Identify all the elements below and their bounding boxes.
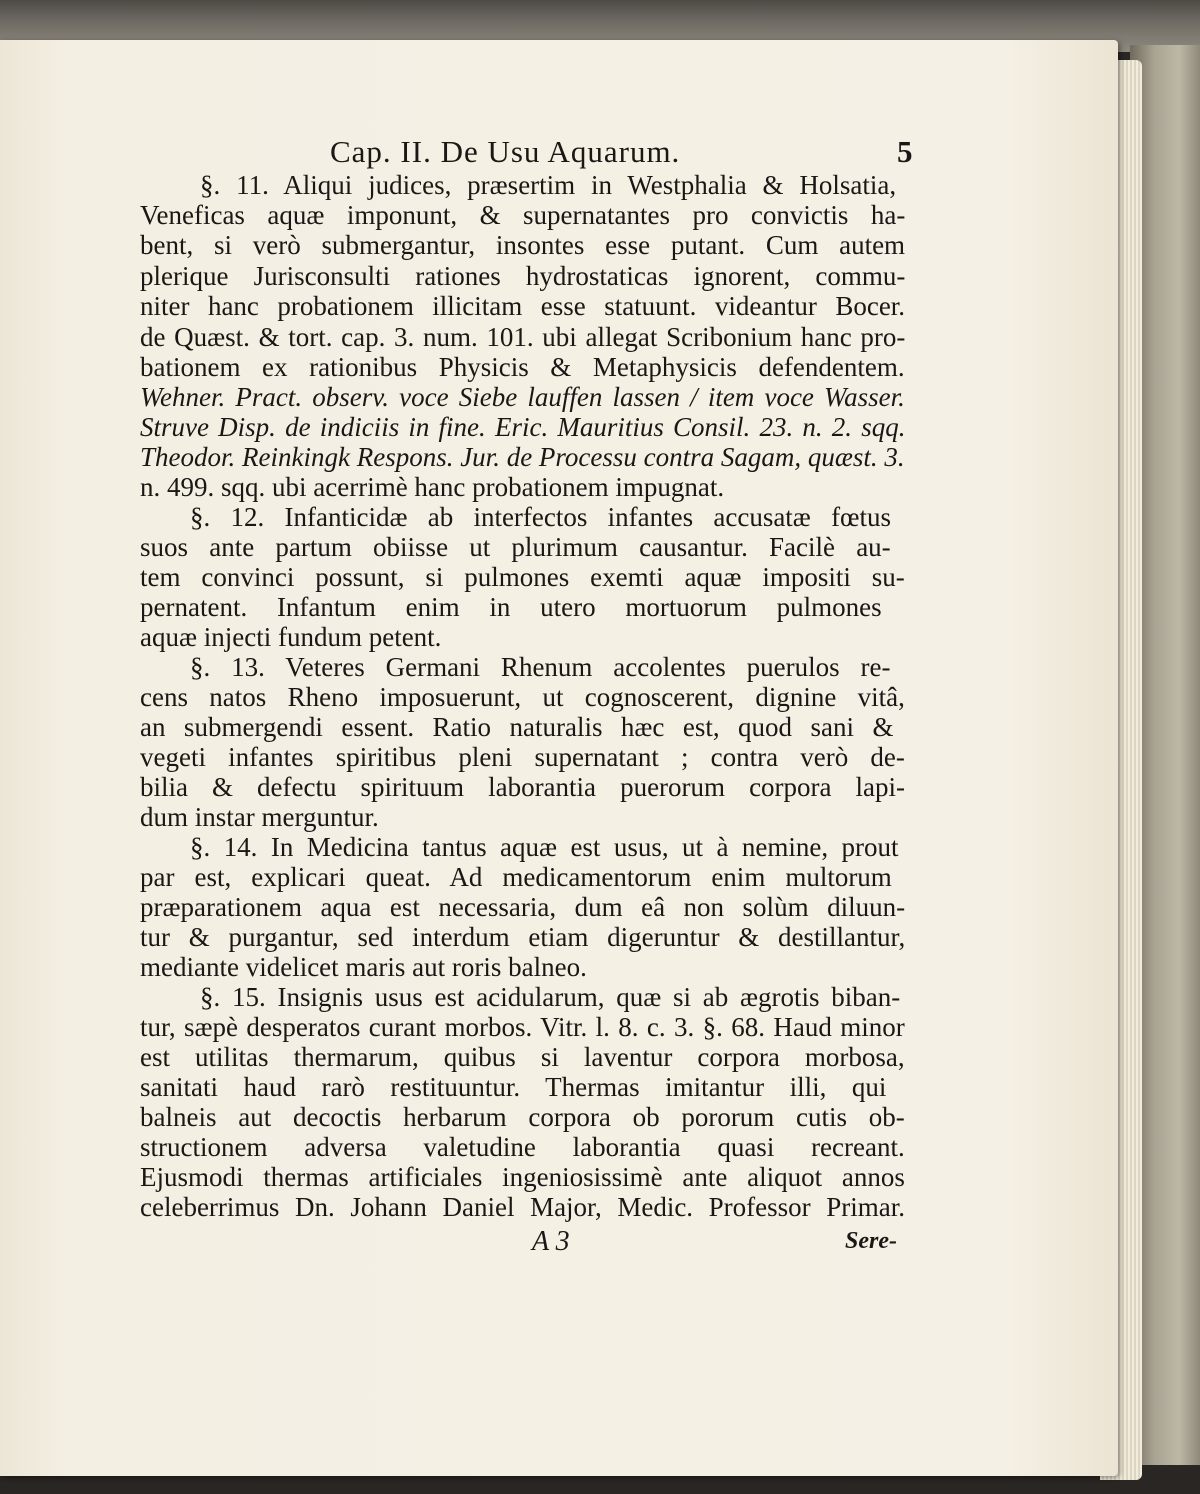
text-line: §. 15. Insignis usus est acidularum, quæ si ab ægrotis biban- bbox=[200, 982, 901, 1012]
text-line: Wehner. Pract. observ. voce Siebe lauffen lassen / item voce Wasser. bbox=[140, 382, 905, 412]
text-line: §. 14. In Medicina tantus aquæ est usus, ut à nemine, prout bbox=[190, 832, 899, 862]
text-line: dum instar merguntur. bbox=[140, 802, 379, 832]
running-head: Cap. II. De Usu Aquarum. bbox=[330, 134, 681, 169]
text-line: tem convinci possunt, si pulmones exemti aquæ impositi su- bbox=[140, 562, 905, 592]
page-text bbox=[0, 40, 1118, 1476]
text-line: mediante videlicet maris aut roris balneo. bbox=[140, 952, 587, 982]
text-line: præparationem aqua est necessaria, dum eâ non solùm diluun- bbox=[140, 892, 906, 922]
text-line: §. 11. Aliqui judices, præsertim in Westphalia & Holsatia, bbox=[200, 170, 897, 200]
page-number: 5 bbox=[897, 134, 913, 169]
text-line: celeberrimus Dn. Johann Daniel Major, Medic. Professor Primar. bbox=[140, 1192, 906, 1222]
text-line: bationem ex rationibus Physicis & Metaphysicis defendentem. bbox=[140, 352, 905, 382]
text-line: pernatent. Infantum enim in utero mortuorum pulmones bbox=[140, 592, 882, 622]
text-line: tur, sæpè desperatos curant morbos. Vitr. l. 8. c. 3. §. 68. Haud minor bbox=[140, 1012, 905, 1042]
text-line: Struve Disp. de indiciis in fine. Eric. Mauritius Consil. 23. n. 2. sqq. bbox=[140, 412, 906, 442]
text-line: an submergendi essent. Ratio naturalis hæc est, quod sani & bbox=[140, 712, 894, 742]
text-line: vegeti infantes spiritibus pleni supernatant ; contra verò de- bbox=[140, 742, 905, 772]
text-line: de Quæst. & tort. cap. 3. num. 101. ubi allegat Scribonium hanc pro- bbox=[140, 322, 906, 352]
text-line: cens natos Rheno imposuerunt, ut cognoscerent, dignine vitâ, bbox=[140, 682, 905, 712]
text-line: Theodor. Reinkingk Respons. Jur. de Processu contra Sagam, quæst. 3. bbox=[140, 442, 905, 472]
text-line: tur & purgantur, sed interdum etiam digeruntur & destillantur, bbox=[140, 922, 906, 952]
text-line: sanitati haud rarò restituuntur. Thermas imitantur illi, qui bbox=[140, 1072, 887, 1102]
text-line: Ejusmodi thermas artificiales ingeniosissimè ante aliquot annos bbox=[140, 1162, 905, 1192]
text-line: bent, si verò submergantur, insontes esse putant. Cum autem bbox=[140, 230, 906, 260]
text-line: Veneficas aquæ imponunt, & supernatantes pro convictis ha- bbox=[140, 200, 906, 230]
text-line: n. 499. sqq. ubi acerrimè hanc probationem impugnat. bbox=[140, 472, 725, 502]
catchword: Sere- bbox=[845, 1228, 897, 1254]
text-line: suos ante partum obiisse ut plurimum causantur. Facilè au- bbox=[140, 532, 891, 562]
text-line: balneis aut decoctis herbarum corpora ob pororum cutis ob- bbox=[140, 1102, 905, 1132]
text-line: §. 12. Infanticidæ ab interfectos infantes accusatæ fœtus bbox=[190, 502, 892, 532]
text-line: plerique Jurisconsulti rationes hydrostaticas ignorent, commu- bbox=[140, 261, 906, 291]
book-page bbox=[0, 40, 1118, 1476]
text-line: aquæ injecti fundum petent. bbox=[140, 622, 442, 652]
text-line: §. 13. Veteres Germani Rhenum accolentes puerulos re- bbox=[190, 652, 891, 682]
text-line: est utilitas thermarum, quibus si laventur corpora morbosa, bbox=[140, 1042, 905, 1072]
text-line: niter hanc probationem illicitam esse statuunt. videantur Bocer. bbox=[140, 291, 906, 321]
signature-mark: A 3 bbox=[532, 1226, 570, 1257]
text-line: bilia & defectu spirituum laborantia puerorum corpora lapi- bbox=[140, 772, 906, 802]
text-line: par est, explicari queat. Ad medicamentorum enim multorum bbox=[140, 862, 892, 892]
text-line: structionem adversa valetudine laborantia quasi recreant. bbox=[140, 1132, 905, 1162]
